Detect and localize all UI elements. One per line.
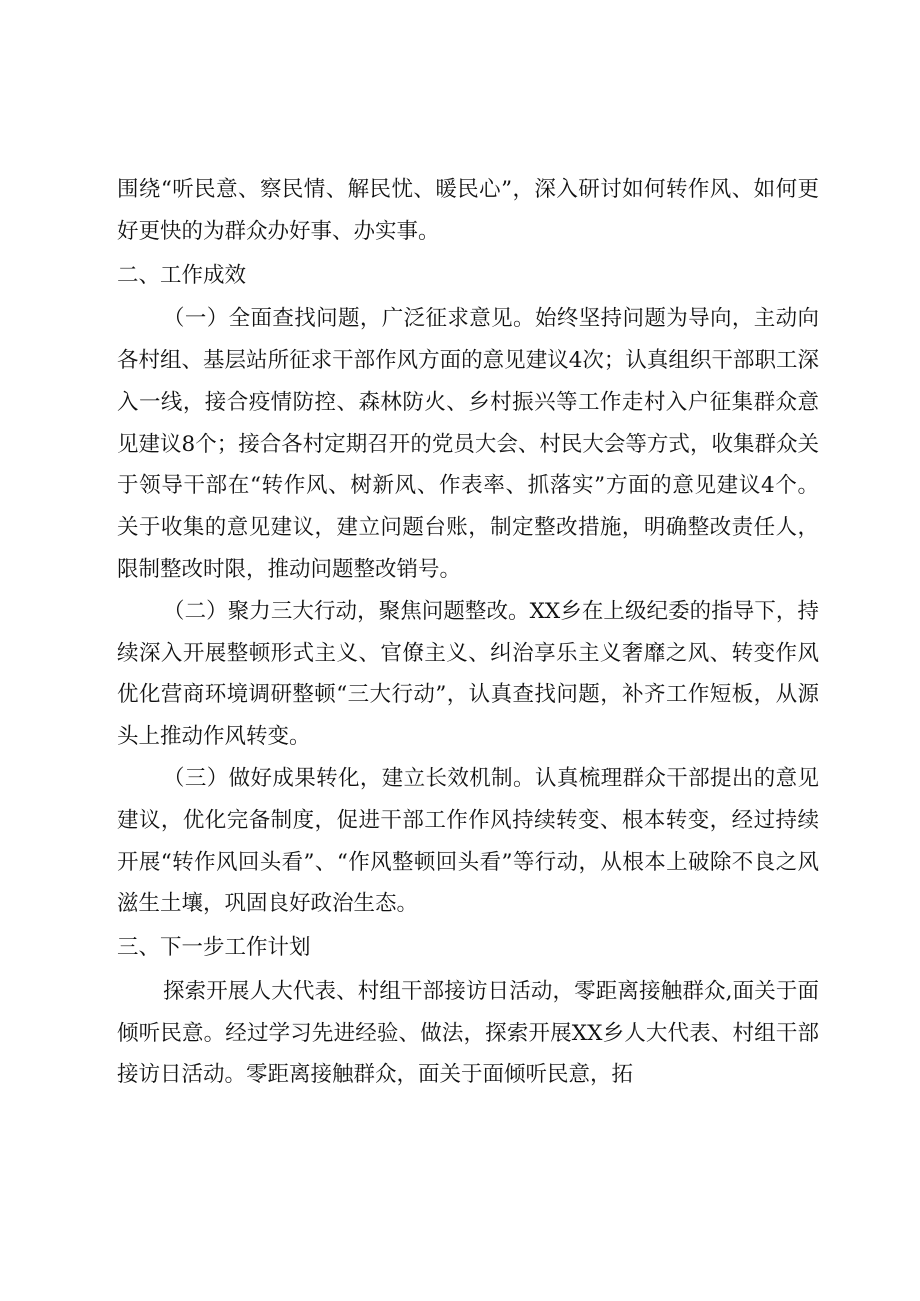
document-body xyxy=(117,169,819,1096)
body-paragraph: 围绕“听民意、察民情、解民忧、暖民心”，深入研讨如何转作风、如何更好更快的为群众办好事、办实事。 xyxy=(117,177,819,244)
body-paragraph: （三）做好成果转化，建立长效机制。认真梳理群众干部提出的意见建议，优化完备制度，促进干部工作作风持续转变、根本转变，经过持续开展“转作风回头看”、“作风整顿回头看”等行动，从根本上破除不良之风滋生土壤，巩固良好政治生态。 xyxy=(117,765,819,917)
body-paragraph: （二）聚力三大行动，聚焦问题整改。XX乡在上级纪委的指导下，持续深入开展整顿形式主义、官僚主义、纠治享乐主义奢靡之风、转变作风优化营商环境调研整顿“三大行动”，认真查找问题，补齐工作短板，从源头上推动作风转变。 xyxy=(117,598,819,750)
body-paragraph: （一）全面查找问题，广泛征求意见。始终坚持问题为导向，主动向各村组、基层站所征求干部作风方面的意见建议4次；认真组织干部职工深入一线，接合疫情防控、森林防火、乡村振兴等工作走村入户征集群众意见建议8个；接合各村定期召开的党员大会、村民大会等方式，收集群众关于领导干部在“转作风、树新风、作表率、抓落实”方面的意见建议4个。关于收集的意见建议，建立问题台账，制定整改措施，明确整改责任人，限制整改时限，推动问题整改销号。 xyxy=(117,306,819,582)
section-heading: 三、下一步工作计划 xyxy=(117,935,311,961)
section-heading: 二、工作成效 xyxy=(117,262,247,288)
body-paragraph: 探索开展人大代表、村组干部接访日活动，零距离接触群众,面关于面倾听民意。经过学习先进经验、做法，探索开展XX乡人大代表、村组干部接访日活动。零距离接触群众，面关于面倾听民意，拓 xyxy=(117,978,819,1088)
